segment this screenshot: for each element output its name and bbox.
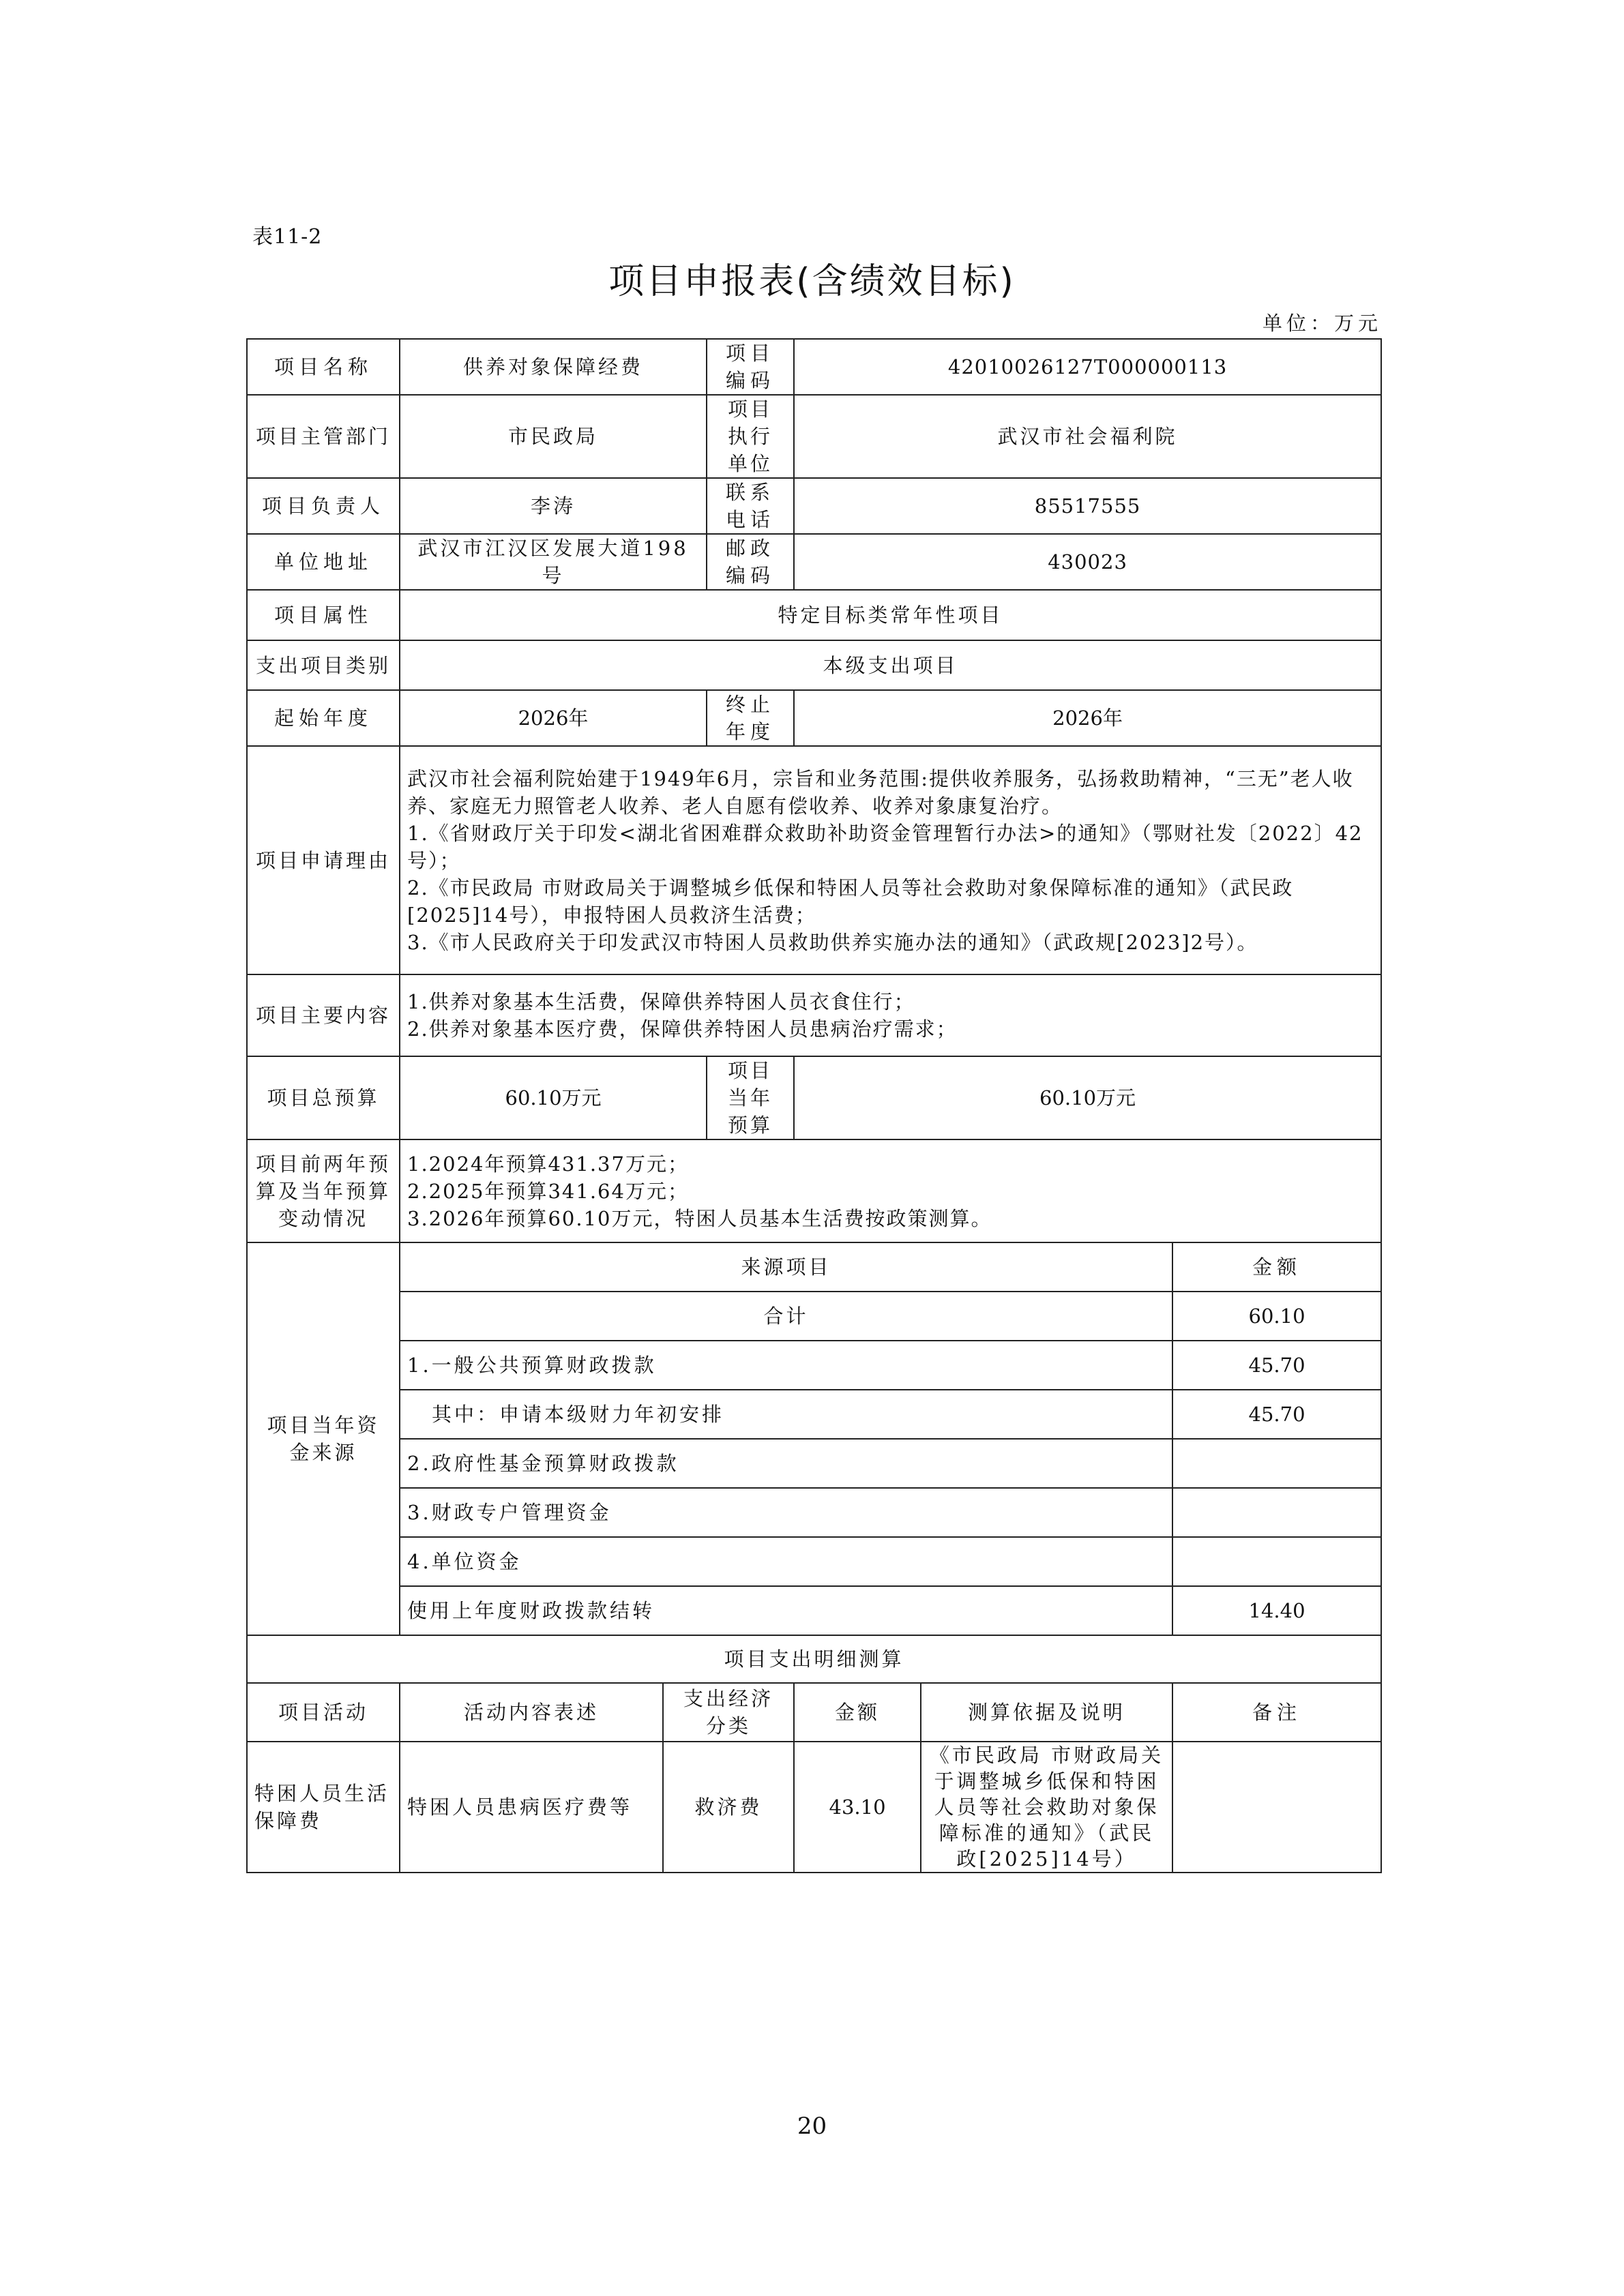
end-year-value: 2026年 [794, 690, 1381, 746]
address-value: 武汉市江汉区发展大道198号 [400, 534, 707, 590]
exec-unit-label: 项目执行单位 [707, 395, 794, 478]
funding-amount: 45.70 [1172, 1341, 1381, 1390]
document-title: 项目申报表(含绩效目标) [608, 261, 1016, 302]
funding-source: 3.财政专户管理资金 [400, 1488, 1172, 1537]
attribute-label: 项目属性 [247, 590, 400, 640]
detail-header-note: 备注 [1172, 1683, 1381, 1742]
funding-source: 使用上年度财政拨款结转 [400, 1586, 1172, 1635]
content-line: 1.供养对象基本生活费，保障供养特困人员衣食住行； [407, 990, 915, 1013]
project-code-value: 42010026127T000000113 [794, 339, 1381, 395]
funding-row [247, 1341, 1381, 1390]
row-address [247, 534, 1381, 590]
row-leader [247, 478, 1381, 534]
row-project-name [247, 339, 1381, 395]
funding-header-row [247, 1242, 1381, 1292]
funding-amount-header: 金额 [1172, 1242, 1381, 1292]
change-line: 2.2025年预算341.64万元； [407, 1179, 689, 1203]
reason-line: 3.《市人民政府关于印发武汉市特困人员救助供养实施办法的通知》（武政规[2023]2号）。 [407, 930, 1258, 954]
detail-header-activity: 项目活动 [247, 1683, 400, 1742]
funding-row [247, 1292, 1381, 1341]
funding-source: 合计 [400, 1292, 1172, 1341]
funding-label: 项目当年资金来源 [247, 1242, 400, 1635]
row-budget [247, 1056, 1381, 1139]
content-text [400, 974, 1381, 1056]
start-year-label: 起始年度 [247, 690, 400, 746]
exec-unit-value: 武汉市社会福利院 [794, 395, 1381, 478]
row-main-content [247, 974, 1381, 1056]
project-name-value: 供养对象保障经费 [400, 339, 707, 395]
detail-econ-class: 救济费 [663, 1742, 794, 1873]
category-value: 本级支出项目 [400, 640, 1381, 690]
funding-amount: 60.10 [1172, 1292, 1381, 1341]
year-budget-value: 60.10万元 [794, 1056, 1381, 1139]
funding-row [247, 1537, 1381, 1586]
change-line: 1.2024年预算431.37万元； [407, 1152, 689, 1176]
detail-title-row [247, 1635, 1381, 1683]
detail-activity: 特困人员生活保障费 [247, 1742, 400, 1873]
detail-header-basis: 测算依据及说明 [921, 1683, 1172, 1742]
total-budget-label: 项目总预算 [247, 1056, 400, 1139]
funding-source: 4.单位资金 [400, 1537, 1172, 1586]
funding-amount [1172, 1439, 1381, 1488]
row-budget-change [247, 1139, 1381, 1242]
detail-header-row [247, 1683, 1381, 1742]
end-year-label: 终止年度 [707, 690, 794, 746]
funding-amount [1172, 1488, 1381, 1537]
funding-amount: 45.70 [1172, 1390, 1381, 1439]
funding-source: 2.政府性基金预算财政拨款 [400, 1439, 1172, 1488]
start-year-value: 2026年 [400, 690, 707, 746]
funding-source: 1.一般公共预算财政拨款 [400, 1341, 1172, 1390]
department-label: 项目主管部门 [247, 395, 400, 478]
funding-amount [1172, 1537, 1381, 1586]
detail-note [1172, 1742, 1381, 1873]
detail-basis: 《市民政局 市财政局关于调整城乡低保和特困人员等社会救助对象保障标准的通知》（武民政[2025]14号） [921, 1742, 1172, 1873]
year-budget-label: 项目当年预算 [707, 1056, 794, 1139]
detail-amount: 43.10 [794, 1742, 921, 1873]
change-label: 项目前两年预算及当年预算变动情况 [247, 1139, 400, 1242]
attribute-value: 特定目标类常年性项目 [400, 590, 1381, 640]
change-line: 3.2026年预算60.10万元，特困人员基本生活费按政策测算。 [407, 1206, 992, 1230]
project-code-label: 项目编码 [707, 339, 794, 395]
address-label: 单位地址 [247, 534, 400, 590]
funding-source: 其中：申请本级财力年初安排 [400, 1390, 1172, 1439]
phone-label: 联系电话 [707, 478, 794, 534]
page-number: 20 [797, 2113, 827, 2140]
row-attribute [247, 590, 1381, 640]
reason-label: 项目申请理由 [247, 746, 400, 974]
detail-header-description: 活动内容表述 [400, 1683, 663, 1742]
phone-value: 85517555 [794, 478, 1381, 534]
detail-description: 特困人员患病医疗费等 [400, 1742, 663, 1873]
leader-value: 李涛 [400, 478, 707, 534]
department-value: 市民政局 [400, 395, 707, 478]
project-name-label: 项目名称 [247, 339, 400, 395]
project-application-table [246, 338, 1382, 1873]
detail-title: 项目支出明细测算 [247, 1635, 1381, 1683]
content-label: 项目主要内容 [247, 974, 400, 1056]
table-number: 表11-2 [252, 225, 323, 249]
row-years [247, 690, 1381, 746]
row-category [247, 640, 1381, 690]
zip-value: 430023 [794, 534, 1381, 590]
leader-label: 项目负责人 [247, 478, 400, 534]
change-text [400, 1139, 1381, 1242]
reason-line: 1.《省财政厅关于印发<湖北省困难群众救助补助资金管理暂行办法>的通知》（鄂财社发〔2022〕42号）； [407, 821, 1363, 872]
funding-row [247, 1390, 1381, 1439]
funding-source-header: 来源项目 [400, 1242, 1172, 1292]
total-budget-value: 60.10万元 [400, 1056, 707, 1139]
zip-label: 邮政编码 [707, 534, 794, 590]
funding-amount: 14.40 [1172, 1586, 1381, 1635]
funding-row [247, 1488, 1381, 1537]
detail-header-econ-class: 支出经济分类 [663, 1683, 794, 1742]
reason-text [400, 746, 1381, 974]
content-line: 2.供养对象基本医疗费，保障供养特困人员患病治疗需求； [407, 1017, 958, 1041]
category-label: 支出项目类别 [247, 640, 400, 690]
funding-row [247, 1439, 1381, 1488]
funding-row [247, 1586, 1381, 1635]
detail-row [247, 1742, 1381, 1873]
row-reason [247, 746, 1381, 974]
detail-header-amount: 金额 [794, 1683, 921, 1742]
reason-line: 武汉市社会福利院始建于1949年6月，宗旨和业务范围:提供收养服务，弘扬救助精神，“三无”老人收养、家庭无力照管老人收养、老人自愿有偿收养、收养对象康复治疗。 [407, 766, 1354, 818]
reason-line: 2.《市民政局 市财政局关于调整城乡低保和特困人员等社会救助对象保障标准的通知》（武民政[2025]14号），申报特困人员救济生活费； [407, 876, 1294, 927]
unit-label: 单位：万元 [1262, 312, 1382, 335]
row-department [247, 395, 1381, 478]
